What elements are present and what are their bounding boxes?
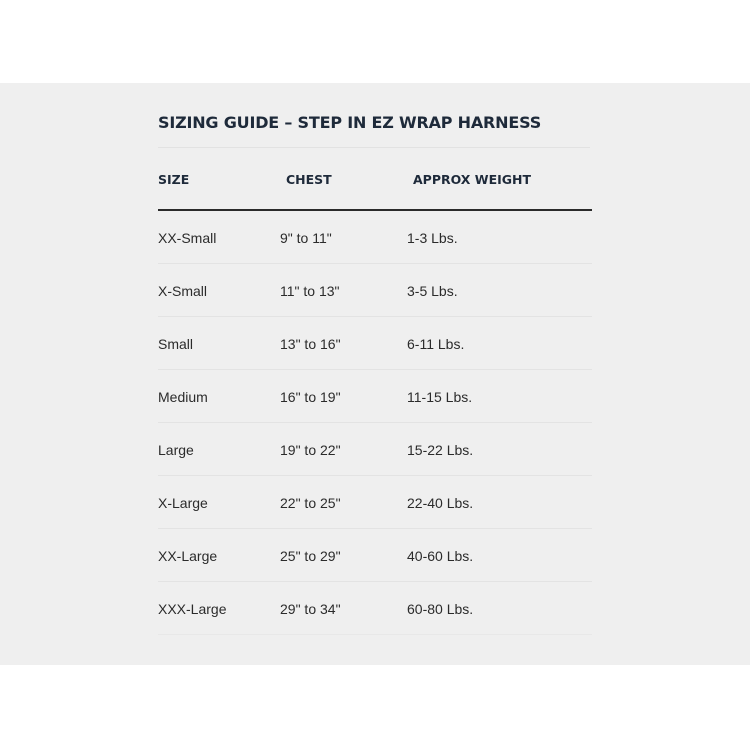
weight-cell: 22-40 Lbs. [407, 495, 474, 511]
table-row [158, 264, 592, 317]
size-cell: Large [158, 442, 194, 458]
weight-cell: 1-3 Lbs. [407, 230, 458, 246]
table-row [158, 423, 592, 476]
table-row [158, 317, 592, 370]
weight-cell: 3-5 Lbs. [407, 283, 458, 299]
size-cell: XXX-Large [158, 601, 227, 617]
size-cell: Small [158, 336, 194, 352]
weight-cell: 6-11 Lbs. [407, 336, 465, 352]
chest-cell: 11" to 13" [280, 283, 340, 299]
size-cell: XX-Large [158, 548, 218, 564]
weight-cell: 40-60 Lbs. [407, 548, 474, 564]
table-row [158, 370, 592, 423]
chest-cell: 9" to 11" [280, 230, 332, 246]
title-divider [158, 147, 590, 148]
table-row [158, 476, 592, 529]
table-row [158, 582, 592, 635]
chest-cell: 16" to 19" [280, 389, 341, 405]
chest-cell: 29" to 34" [280, 601, 341, 617]
weight-cell: 60-80 Lbs. [407, 601, 474, 617]
size-cell: X-Small [158, 283, 208, 299]
size-cell: Medium [158, 389, 208, 405]
column-header-chest: CHEST [286, 172, 332, 187]
table-row [158, 211, 592, 264]
size-cell: XX-Small [158, 230, 217, 246]
table-row [158, 529, 592, 582]
size-cell: X-Large [158, 495, 208, 511]
column-header-size: SIZE [158, 172, 190, 187]
size-table [158, 211, 592, 635]
chest-cell: 19" to 22" [280, 442, 341, 458]
chest-cell: 25" to 29" [280, 548, 341, 564]
chest-cell: 22" to 25" [280, 495, 341, 511]
weight-cell: 11-15 Lbs. [407, 389, 473, 405]
chest-cell: 13" to 16" [280, 336, 341, 352]
column-header-weight: APPROX WEIGHT [413, 172, 532, 187]
page-title: SIZING GUIDE – STEP IN EZ WRAP HARNESS [158, 113, 542, 132]
weight-cell: 15-22 Lbs. [407, 442, 474, 458]
